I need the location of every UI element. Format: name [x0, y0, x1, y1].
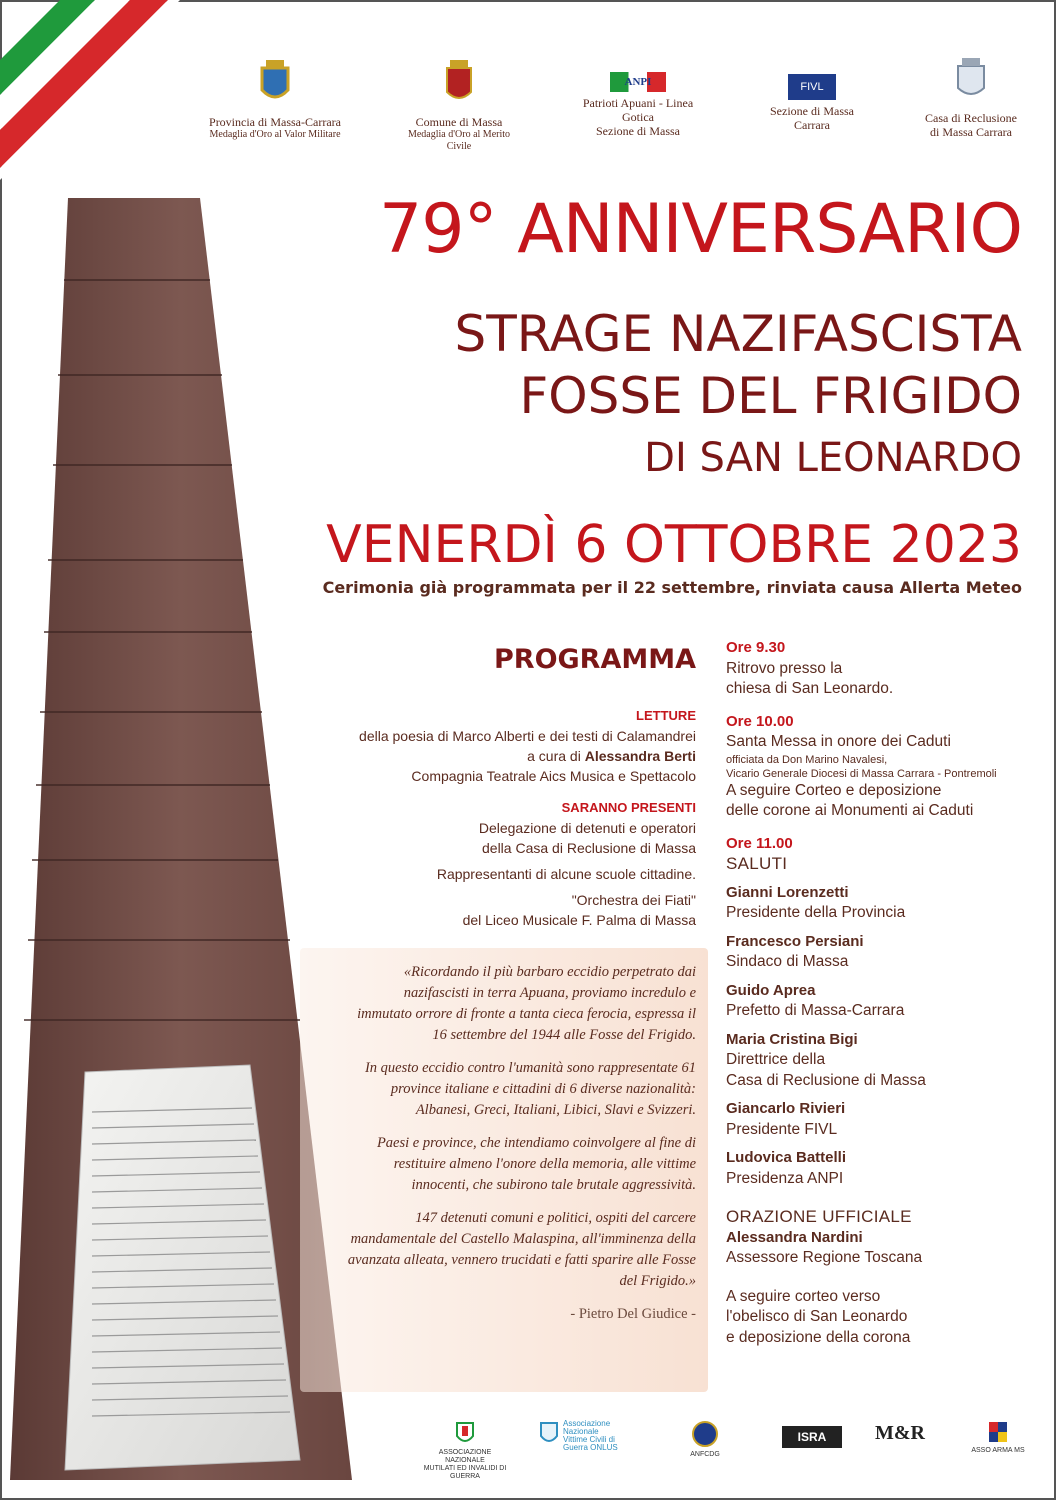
logo-anpi: ANPI Patrioti Apuani - Linea Gotica Sezione di Massa	[566, 58, 710, 138]
memorial-quote	[346, 962, 696, 1325]
programma-details	[276, 706, 696, 930]
title-line-fosse: FOSSE DEL FRIGIDO	[519, 367, 1022, 425]
presenti-line: Rappresentanti di alcune scuole cittadine.	[436, 866, 696, 882]
quote-paragraph: 147 detenuti comuni e politici, ospiti del carcere mandamentale del Castello Malaspina, all'imminenza della avanzata alleata, vennero trucidati e fatti sparire alle Fosse del Frigido.»	[347, 1210, 696, 1289]
provincia-emblem-icon	[258, 58, 292, 106]
speaker: Guido Aprea Prefetto di Massa-Carrara	[726, 981, 905, 1019]
letture-line: della poesia di Marco Alberti e dei testi di Calamandrei	[359, 728, 696, 744]
footer-logos	[0, 1420, 1056, 1480]
anfcdg-emblem-icon	[691, 1420, 719, 1448]
final-line: l'obelisco di San Leonardo	[726, 1308, 908, 1325]
event-date: VENERDÌ 6 OTTOBRE 2023	[326, 515, 1022, 575]
schedule-small-line: Vicario Generale Diocesi di Massa Carrara - Pontremoli	[726, 767, 997, 780]
presenti-line: "Orchestra dei Fiati"	[571, 892, 696, 908]
letture-curator: a cura di Alessandra Berti	[527, 748, 696, 764]
schedule-line: Ritrovo presso la	[726, 659, 843, 677]
presenti-heading: SARANNO PRESENTI	[561, 800, 696, 815]
postponement-note: Cerimonia già programmata per il 22 settembre, rinviata causa Allerta Meteo	[322, 578, 1022, 597]
logo-provincia: Provincia di Massa-Carrara Medaglia d'Oro al Valor Militare	[186, 58, 364, 141]
orazione-heading: ORAZIONE UFFICIALE	[726, 1207, 912, 1226]
schedule	[726, 638, 1036, 1348]
comune-emblem-icon	[443, 58, 475, 106]
title-line-san-leonardo: DI SAN LEONARDO	[644, 435, 1022, 481]
quote-author: - Pietro Del Giudice -	[570, 1306, 696, 1322]
anmig-emblem-icon	[454, 1420, 476, 1446]
logo-comune: Comune di Massa Medaglia d'Oro al Merito Civile	[396, 58, 522, 153]
title-line-strage: STRAGE NAZIFASCISTA	[454, 305, 1022, 363]
letture-heading: LETTURE	[636, 708, 696, 723]
schedule-line: chiesa di San Leonardo.	[726, 680, 894, 697]
asso-arma-emblem-icon	[987, 1420, 1009, 1444]
final-line: A seguire corteo verso	[726, 1287, 881, 1305]
presenti-line: Delegazione di detenuti e operatori	[478, 820, 696, 836]
logo-casa-reclusione: Casa di Reclusione di Massa Carrara	[912, 58, 1030, 139]
schedule-small-line: officiata da Don Marino Navalesi,	[726, 753, 888, 766]
casa-reclusione-emblem-icon	[954, 58, 988, 102]
schedule-line: Santa Messa in onore dei Caduti	[726, 733, 951, 750]
schedule-line: delle corone ai Monumenti ai Caduti	[726, 802, 974, 819]
time-930: Ore 9.30	[726, 639, 786, 656]
logo-mr: M&R	[875, 1422, 925, 1444]
presenti-line: del Liceo Musicale F. Palma di Massa	[462, 912, 696, 928]
logo-isra: ISRA	[782, 1420, 842, 1448]
logo-anvcg: Associazione Nazionale Vittime Civili di Guerra ONLUS	[538, 1420, 634, 1452]
logo-anmig: ASSOCIAZIONE NAZIONALE MUTILATI ED INVALIDI DI GUERRA	[420, 1420, 510, 1481]
time-1000: Ore 10.00	[726, 712, 794, 730]
programma-heading: PROGRAMMA	[493, 644, 696, 675]
saluti-heading: SALUTI	[726, 854, 788, 873]
schedule-line: A seguire Corteo e deposizione	[726, 781, 942, 799]
orazione-role: Assessore Regione Toscana	[726, 1249, 923, 1266]
quote-paragraph: In questo eccidio contro l'umanità sono rappresentate 61 province italiane e cittadini di 6 diverse nazionalità: Albanesi, Greci, Italiani, Libici, Slavi e Svizzeri.	[364, 1060, 696, 1118]
speaker: Francesco Persiani Sindaco di Massa	[726, 932, 864, 970]
time-1100: Ore 11.00	[726, 834, 793, 852]
logo-fivl: FIVL Sezione di Massa Carrara	[752, 58, 872, 132]
orazione-speaker: Alessandra Nardini	[726, 1228, 863, 1246]
logo-asso-arma: ASSO ARMA MS	[968, 1420, 1028, 1455]
logo-anfcdg: ANFCDG	[660, 1420, 750, 1459]
speaker: Maria Cristina Bigi Direttrice della Casa di Reclusione di Massa	[726, 1030, 926, 1089]
anvcg-emblem-icon	[538, 1420, 560, 1446]
speaker: Gianni Lorenzetti Presidente della Provincia	[726, 883, 906, 921]
anpi-badge-icon: ANPI	[610, 72, 666, 92]
speaker: Ludovica Battelli Presidenza ANPI	[726, 1149, 847, 1187]
presenti-line: della Casa di Reclusione di Massa	[482, 840, 696, 856]
fivl-badge-icon: FIVL	[788, 74, 836, 100]
letture-company: Compagnia Teatrale Aics Musica e Spettacolo	[411, 768, 696, 784]
anniversary-title: 79° ANNIVERSARIO	[379, 190, 1022, 269]
speaker: Giancarlo Rivieri Presidente FIVL	[726, 1100, 846, 1138]
quote-paragraph: Paesi e province, che intendiamo coinvolgere al fine di restituire almeno l'onore della memoria, alle vittime innocenti, che subirono tale brutale aggressività.	[376, 1135, 696, 1193]
header-logos	[0, 58, 1056, 152]
quote-paragraph: «Ricordando il più barbaro eccidio perpetrato dai nazifascisti in terra Apuana, proviamo incredulo e immutato orrore di fronte a tanta cieca ferocia, espressa il 16 settembre del 1944 alle Fosse del Frigido.	[357, 964, 696, 1043]
final-line: e deposizione della corona	[726, 1328, 911, 1346]
